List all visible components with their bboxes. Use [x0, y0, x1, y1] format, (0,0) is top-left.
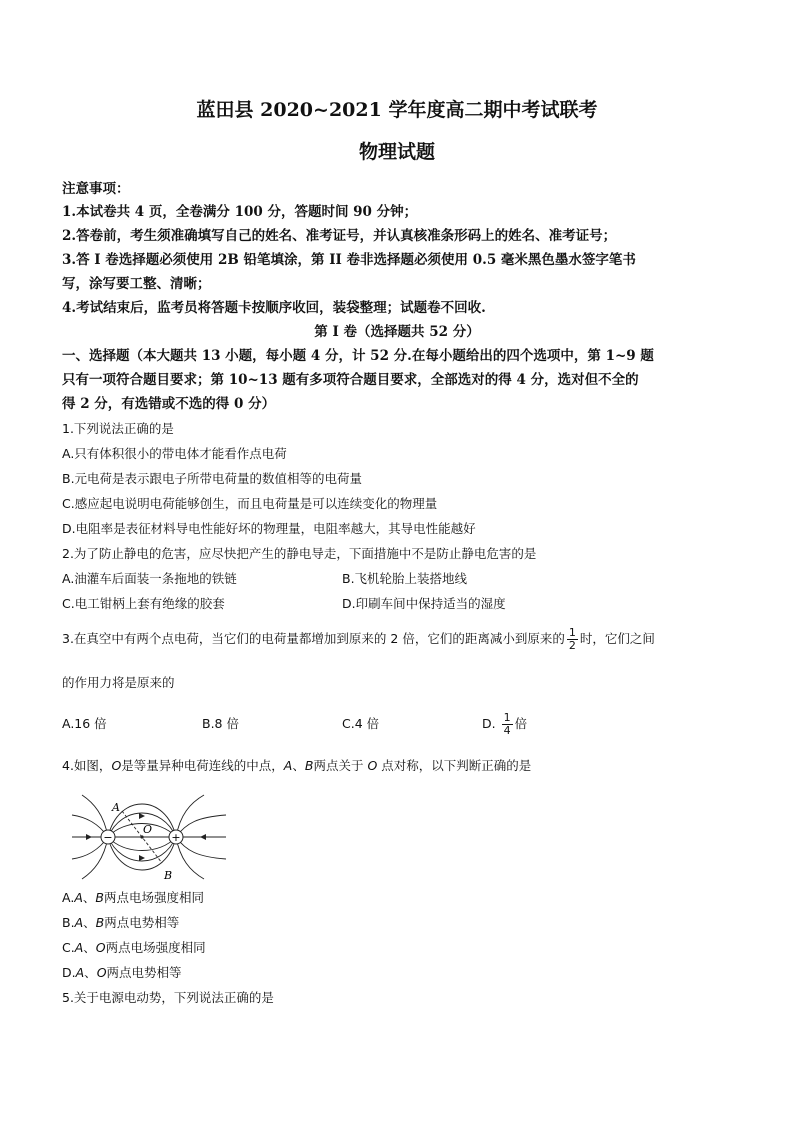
option-text: 、: [83, 914, 96, 930]
question-3-stem: [62, 624, 732, 654]
stem-text: 4.如图，: [62, 758, 112, 773]
stem-text: 、: [292, 758, 305, 773]
question-3-stem-continued: 的作用力将是原来的: [62, 675, 175, 690]
exam-subject-title: 物理试题: [358, 141, 435, 163]
option-label: C.: [62, 939, 75, 955]
option-var: A: [75, 964, 85, 980]
fraction-numerator: 1: [568, 625, 576, 639]
option-text: 两点电场强度相同: [103, 889, 204, 905]
note-item: 1.本试卷共 4 页，全卷满分 100 分，答题时间 90 分钟；: [62, 204, 418, 220]
question-3-stem-part: 3.在真空中有两个点电荷，当它们的电荷量都增加到原来的 2 倍，它们的距离减小到原来的: [62, 631, 565, 646]
electric-field-lines-figure: [64, 791, 234, 883]
question-2-stem: 2.为了防止静电的危害，应尽快把产生的静电导走，下面措施中不是防止静电危害的是: [62, 546, 537, 561]
question-1-option-d: D.电阻率是表征材料导电性能好坏的物理量，电阻率越大，其导电性能越好: [62, 521, 476, 536]
option-label: D.: [482, 716, 496, 731]
option-text: 两点电场强度相同: [105, 939, 206, 955]
question-5-stem: 5.关于电源电动势，下列说法正确的是: [62, 989, 274, 1005]
question-2-option-a: A.油灌车后面装一条拖地的铁链: [62, 571, 237, 586]
option-var: A: [74, 889, 83, 905]
option-label: A.: [62, 889, 75, 905]
option-var: B: [95, 914, 105, 930]
option-text: 倍: [514, 716, 528, 731]
note-item: 3.答 I 卷选择题必须使用 2B 铅笔填涂，第 II 卷非选择题必须使用 0.5 毫米黑色墨水签字笔书: [62, 252, 636, 268]
stem-var: O: [367, 758, 378, 773]
question-2-option-b: B.飞机轮胎上装搭地线: [342, 571, 468, 586]
exam-title: 蓝田县 2020~2021 学年度高二期中考试联考: [196, 99, 598, 121]
option-text: 、: [84, 964, 97, 980]
option-var: B: [95, 889, 104, 905]
fraction-denominator: 2: [568, 638, 576, 652]
question-3-option-b: B.8 倍: [202, 716, 239, 731]
fraction-denominator: 4: [503, 723, 511, 737]
stem-var: O: [111, 758, 122, 773]
question-3-stem-part: 时，它们之间: [579, 631, 655, 646]
question-3-option-a: A.16 倍: [62, 716, 107, 731]
question-2-options-row: [62, 566, 732, 591]
notes-heading: 注意事项：: [62, 181, 130, 197]
stem-text: 点对称，以下判断正确的是: [377, 758, 532, 773]
stem-var: B: [304, 758, 314, 773]
option-label: D.: [62, 964, 76, 980]
stem-var: A: [283, 758, 293, 773]
question-4-stem: [62, 753, 732, 778]
option-text: 两点电势相等: [106, 964, 182, 980]
option-text: 两点电势相等: [104, 914, 180, 930]
section-instructions: 一、选择题（本大题共 13 小题，每小题 4 分，计 52 分.在每小题给出的四个选项中，第 1~9 题: [62, 348, 654, 364]
plus-sign-label: +: [171, 830, 181, 844]
section-instructions: 得 2 分，有选错或不选的得 0 分）: [62, 396, 276, 412]
question-4-option-c: [62, 935, 732, 960]
note-item: 写，涂写要工整、清晰；: [62, 276, 211, 292]
question-2-options-row: [62, 591, 732, 616]
question-1-option-c: C.感应起电说明电荷能够创生，而且电荷量是可以连续变化的物理量: [62, 496, 438, 511]
question-1-option-b: B.元电荷是表示跟电子所带电荷量的数值相等的电荷量: [62, 471, 363, 486]
volume-heading: 第 I 卷（选择题共 52 分）: [314, 324, 480, 340]
question-2-option-d: D.印刷车间中保持适当的湿度: [342, 596, 506, 611]
minus-sign-label: −: [103, 830, 113, 844]
section-instructions: 只有一项符合题目要求；第 10~13 题有多项符合题目要求，全部选对的得 4 分，选对但不全的: [62, 372, 639, 388]
fraction: [502, 712, 513, 737]
point-o-label: O: [143, 822, 153, 836]
note-item: 4.考试结束后，监考员将答题卡按顺序收回，装袋整理；试题卷不回收.: [62, 300, 486, 316]
fraction: [567, 627, 578, 652]
question-3-options-row: [62, 709, 732, 739]
option-var: A: [74, 914, 84, 930]
note-item: 2.答卷前，考生须准确填写自己的姓名、准考证号，并认真核准条形码上的姓名、准考证号；: [62, 228, 617, 244]
option-var: O: [96, 964, 107, 980]
question-2-option-c: C.电工钳柄上套有绝缘的胶套: [62, 596, 225, 611]
question-1-option-a: A.只有体积很小的带电体才能看作点电荷: [62, 446, 287, 461]
option-var: A: [74, 939, 84, 955]
point-b-label: B: [164, 868, 173, 882]
option-text: 、: [82, 889, 96, 905]
option-label: B.: [62, 914, 75, 930]
stem-text: 两点关于: [313, 758, 368, 773]
question-4-option-b: [62, 910, 732, 935]
exam-page: [62, 96, 732, 1010]
question-4-option-d: [62, 960, 732, 985]
point-a-label: A: [112, 800, 120, 814]
stem-text: 是等量异种电荷连线的中点，: [121, 758, 284, 773]
fraction-numerator: 1: [503, 710, 511, 724]
question-3-option-c: C.4 倍: [342, 716, 380, 731]
option-var: O: [95, 939, 106, 955]
question-4-option-a: [62, 885, 732, 910]
option-text: 、: [83, 939, 96, 955]
question-3-option-d: [482, 709, 622, 739]
question-1-stem: 1.下列说法正确的是: [62, 421, 174, 436]
